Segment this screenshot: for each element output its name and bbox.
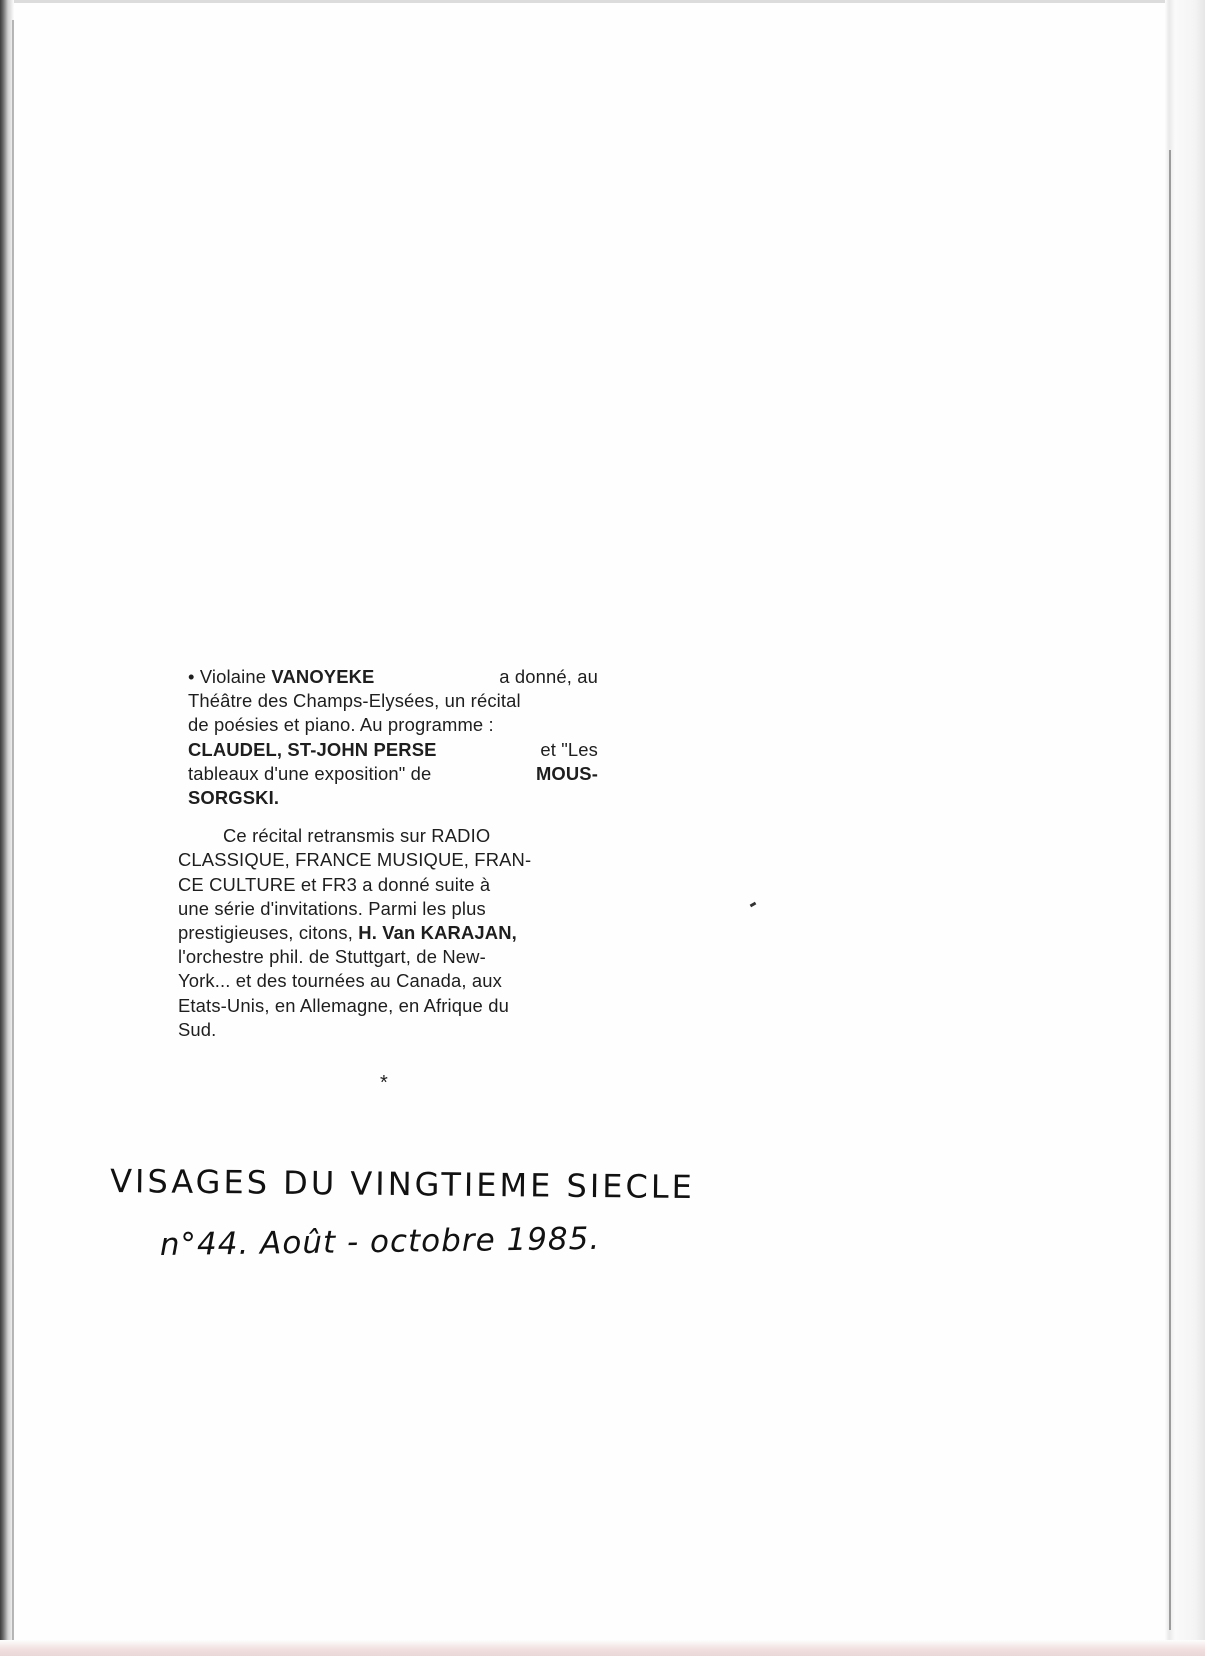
handwritten-note-line-1: VISAGES DU VINGTIEME SIECLE — [109, 1162, 696, 1207]
clipping-line: Sud. — [178, 1018, 217, 1040]
clipping-line: CE CULTURE et FR3 a donné suite à — [178, 873, 491, 895]
clipping-line: l'orchestre phil. de Stuttgart, de New- — [178, 946, 486, 968]
handwritten-note-line-2: n°44. Août - octobre 1985. — [159, 1220, 601, 1263]
handwritten-note-svg — [105, 1150, 745, 1270]
clipping-line: Théâtre des Champs-Elysées, un récital — [188, 690, 521, 712]
clipping-line: tableaux d'une exposition" de MOUS- — [188, 762, 598, 784]
clipping-line: • Violaine VANOYEKE a donné, au — [188, 666, 598, 687]
clipping-line: CLASSIQUE, FRANCE MUSIQUE, FRAN- — [178, 849, 532, 871]
clipping-paragraph-1 — [178, 665, 598, 810]
page-right-edge — [1165, 0, 1205, 1656]
clipping-line: York... et des tournées au Canada, aux — [178, 970, 503, 992]
handwritten-note — [105, 1150, 745, 1270]
newspaper-clipping — [178, 665, 598, 1042]
clipping-line: de poésies et piano. Au programme : — [188, 714, 494, 736]
section-separator-asterisk: * — [380, 1072, 388, 1094]
page-top-edge — [0, 0, 1205, 3]
clipping-paragraph-2 — [178, 824, 598, 1042]
clipping-line: prestigieuses, citons, H. Van KARAJAN, — [178, 922, 517, 944]
clipping-line: une série d'invitations. Parmi les plus — [178, 897, 486, 919]
clipping-line: SORGSKI. — [188, 787, 280, 809]
page-left-fold-line — [12, 20, 14, 1640]
page-bottom-edge — [0, 1640, 1205, 1656]
clipping-line: Ce récital retransmis sur RADIO — [223, 825, 491, 847]
clipping-line: CLAUDEL, ST-JOHN PERSE et "Les — [188, 738, 598, 760]
page-right-fold-line — [1169, 150, 1171, 1630]
clipping-line: Etats-Unis, en Allemagne, en Afrique du — [178, 994, 509, 1016]
